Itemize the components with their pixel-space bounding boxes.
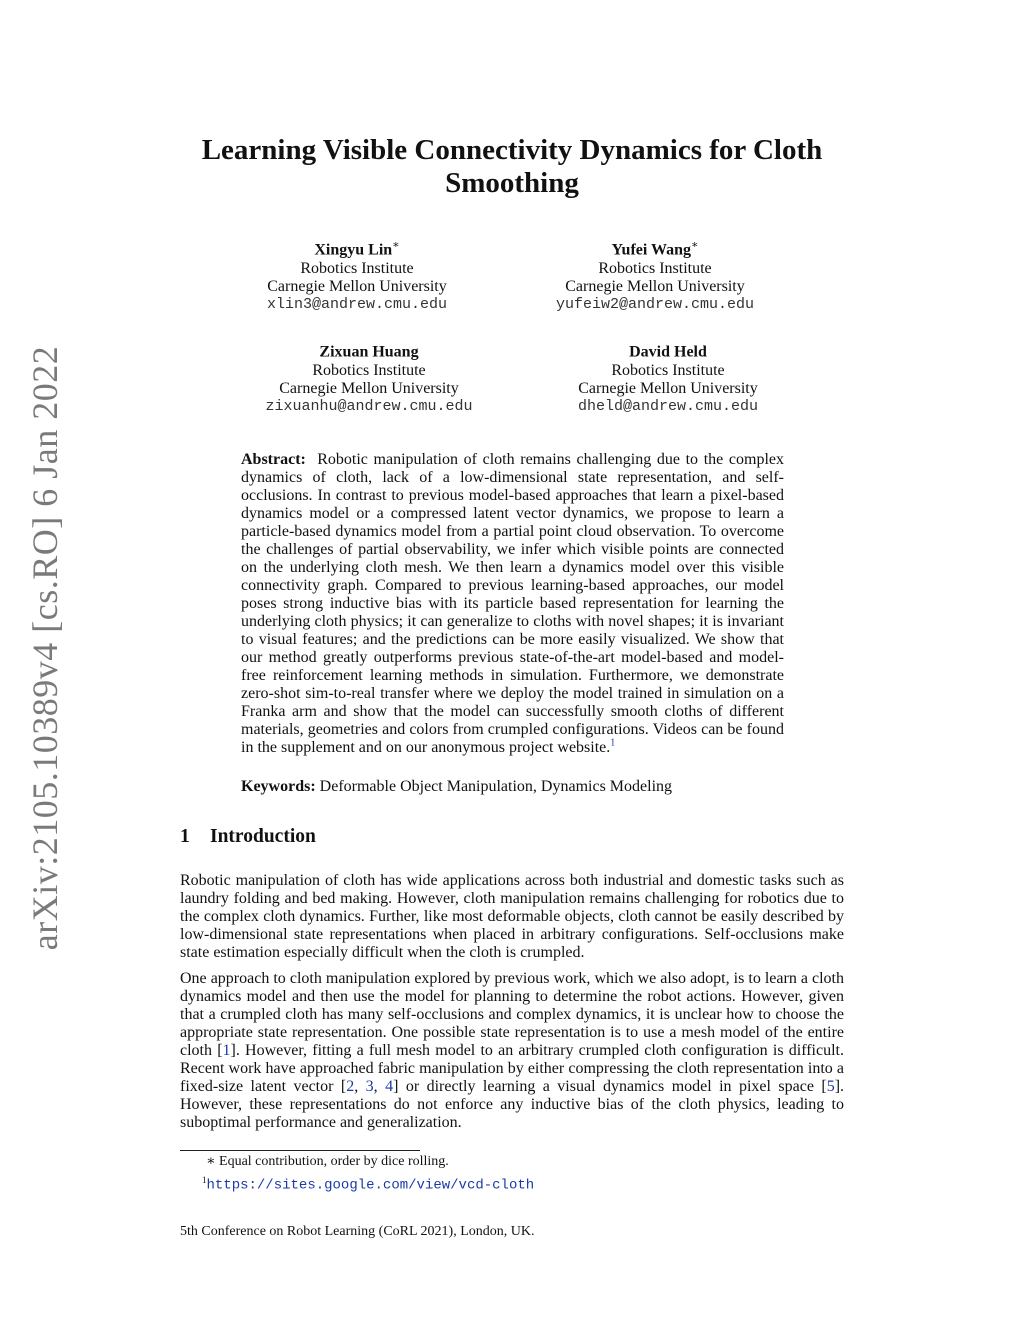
citation-link[interactable]: 3: [365, 1078, 374, 1095]
author-email[interactable]: yufeiw2@andrew.cmu.edu: [555, 296, 755, 314]
author-dept: Robotics Institute: [300, 259, 414, 277]
author-block-4: [518, 338, 818, 417]
arxiv-stamp: [14, 345, 76, 951]
author-univ: Carnegie Mellon University: [279, 379, 459, 397]
author-dept: Robotics Institute: [598, 259, 712, 277]
abstract-text: Robotic manipulation of cloth remains challenging due to the complex dynamics of cloth, lack of a low-dimensional state representation, and self-occlusions. In contrast to previous model-based approaches that learn a pixel-based dynamics model or a compressed latent vector dynamics, we propose to learn a particle-based dynamics model from a partial point cloud observation. To overcome the challenges of partial observability, we infer which visible points are connected on the underlying cloth mesh. We then learn a dynamics model over this visible connectivity graph. Compared to previous learning-based approaches, our model poses strong inductive bias with its particle based representation for learning the underlying cloth physics; it can generalize to cloths with novel shapes; it is invariant to visual features; and the predictions can be more easily visualized. We show that our method greatly outperforms previous state-of-the-art model-based and model-free reinforcement learning methods in simulation. Furthermore, we demonstrate zero-shot sim-to-real transfer where we deploy the model trained in simulation on a Franka arm and show that the model can successfully smooth cloths of different materials, geometries and colors from crumpled configurations. Videos can be found in the supplement and on our anonymous project website.: [241, 451, 785, 756]
keywords: [241, 778, 784, 796]
author-univ: Carnegie Mellon University: [267, 277, 447, 295]
title-line-1: Learning Visible Connectivity Dynamics for Cloth: [201, 134, 823, 166]
author-univ: Carnegie Mellon University: [565, 277, 745, 295]
author-name: David Held: [629, 343, 707, 361]
author-name: Yufei Wang∗: [611, 239, 699, 259]
author-dept: Robotics Institute: [611, 361, 725, 379]
footnote-url: [202, 1172, 534, 1194]
footnote-equal-contribution: ∗ Equal contribution, order by dice rolling.: [206, 1154, 449, 1169]
abstract: [241, 451, 784, 757]
section-title: Introduction: [210, 826, 316, 847]
citation-link[interactable]: 2: [346, 1078, 355, 1095]
author-dept: Robotics Institute: [312, 361, 426, 379]
citation-link[interactable]: 4: [385, 1078, 394, 1095]
keywords-text: Deformable Object Manipulation, Dynamics Modeling: [319, 778, 673, 795]
author-univ: Carnegie Mellon University: [578, 379, 758, 397]
arxiv-stamp-text: arXiv:2105.10389v4 [cs.RO] 6 Jan 2022: [25, 345, 65, 951]
author-name: Xingyu Lin∗: [314, 239, 400, 259]
author-email[interactable]: xlin3@andrew.cmu.edu: [266, 296, 448, 314]
keywords-label: Keywords:: [241, 778, 316, 795]
citation-link[interactable]: 5: [826, 1078, 835, 1095]
section-heading: [180, 826, 316, 848]
paper-title: [180, 134, 844, 200]
intro-paragraph-1: Robotic manipulation of cloth has wide applications across both industrial and domestic tasks such as laundry folding and bed making. However, cloth manipulation remains challenging for robotics due to the complex cloth dynamics. Further, like most deformable objects, cloth cannot be easily described by low-dimensional state representations when placed in arbitrary configurations. Self-occlusions make state estimation especially difficult when the cloth is crumpled.: [180, 872, 844, 961]
footnote-ref-1[interactable]: 1: [610, 737, 616, 749]
footnote-url-mark: 1: [202, 1175, 207, 1185]
abstract-label: Abstract:: [241, 451, 306, 468]
title-line-2: Smoothing: [445, 167, 579, 199]
intro-paragraph-2: One approach to cloth manipulation explored by previous work, which we also adopt, is to learn a cloth dynamics model and then use the model for planning to determine the robot actions. However, given that a crumpled cloth has many self-occlusions and complex dynamics, it is unclear how to choose the appropriate state representation. One possible state representation is to use a mesh model of the entire cloth [1]. However, fitting a full mesh model to an arbitrary crumpled cloth configuration is difficult. Recent work have approached fabric manipulation by either compressing the cloth representation into a fixed-size latent vector [2, 3, 4] or directly learning a visual dynamics model in pixel space [5]. However, these representations do not enforce any inductive bias of the cloth physics, leading to suboptimal performance and generalization.: [180, 970, 845, 1131]
author-email[interactable]: zixuanhu@andrew.cmu.edu: [265, 398, 473, 416]
citation-link[interactable]: 1: [222, 1042, 231, 1059]
author-name: Zixuan Huang: [319, 343, 419, 361]
author-block-3: [219, 338, 519, 417]
author-block-1: [207, 236, 507, 315]
project-website-link[interactable]: https://sites.google.com/view/vcd-cloth: [206, 1177, 535, 1194]
section-number: 1: [180, 826, 190, 847]
author-email[interactable]: dheld@andrew.cmu.edu: [577, 398, 759, 416]
author-block-2: [505, 236, 805, 315]
venue-footer: 5th Conference on Robot Learning (CoRL 2021), London, UK.: [180, 1224, 535, 1239]
footnote-divider: [180, 1150, 420, 1151]
